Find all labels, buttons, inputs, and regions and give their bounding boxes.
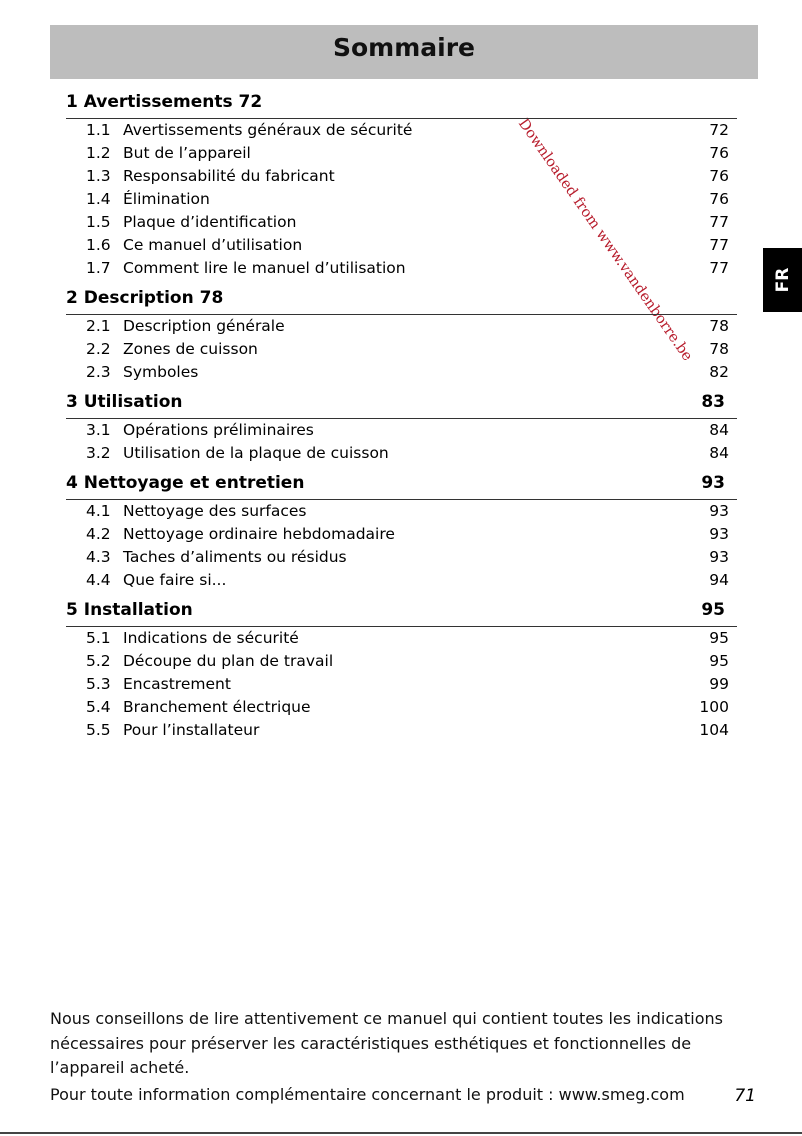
entry-label: Plaque d’identification — [123, 213, 297, 231]
entry-label: Zones de cuisson — [123, 340, 258, 358]
entry-label: Nettoyage des surfaces — [123, 502, 307, 520]
toc-section — [66, 92, 737, 280]
entry-number: 5.2 — [86, 652, 111, 670]
toc-entry[interactable] — [66, 696, 737, 719]
entry-page: 77 — [709, 259, 729, 277]
section-heading[interactable] — [66, 473, 737, 500]
toc-entry[interactable] — [66, 569, 737, 592]
entry-page: 93 — [709, 502, 729, 520]
entry-number: 2.2 — [86, 340, 111, 358]
toc-section — [66, 288, 737, 384]
language-tab-label: FR — [772, 267, 793, 293]
entry-number: 1.3 — [86, 167, 111, 185]
footer-advice: Nous conseillons de lire attentivement ce manuel qui contient toutes les indications nécessaires pour préserver les caractéristiques esthétiques et fonctionnelles de l’appareil acheté. — [50, 1009, 723, 1077]
section-page: 93 — [701, 473, 725, 493]
entry-page: 78 — [709, 317, 729, 335]
entry-label: Pour l’installateur — [123, 721, 260, 739]
section-heading[interactable] — [66, 600, 737, 627]
entry-page: 99 — [709, 675, 729, 693]
entry-number: 1.2 — [86, 144, 111, 162]
entry-label: Élimination — [123, 190, 210, 208]
entry-page: 76 — [709, 144, 729, 162]
entry-label: Responsabilité du fabricant — [123, 167, 335, 185]
entry-page: 93 — [709, 548, 729, 566]
entry-page: 84 — [709, 444, 729, 462]
section-page: 95 — [701, 600, 725, 620]
entry-page: 82 — [709, 363, 729, 381]
toc-entry[interactable] — [66, 546, 737, 569]
entry-page: 104 — [699, 721, 729, 739]
entry-number: 4.4 — [86, 571, 111, 589]
entry-page: 77 — [709, 236, 729, 254]
toc-entry[interactable] — [66, 523, 737, 546]
entry-label: Encastrement — [123, 675, 231, 693]
entry-label: Symboles — [123, 363, 199, 381]
entry-number: 2.3 — [86, 363, 111, 381]
entry-label: Que faire si... — [123, 571, 227, 589]
entry-label: Ce manuel d’utilisation — [123, 236, 303, 254]
toc-entry[interactable] — [66, 257, 737, 280]
entry-number: 2.1 — [86, 317, 111, 335]
entry-number: 1.5 — [86, 213, 111, 231]
entry-number: 4.2 — [86, 525, 111, 543]
entry-label: Opérations préliminaires — [123, 421, 314, 439]
entry-label: But de l’appareil — [123, 144, 251, 162]
language-tab — [763, 248, 802, 312]
table-of-contents — [66, 92, 737, 750]
entry-page: 84 — [709, 421, 729, 439]
section-page: 83 — [701, 392, 725, 412]
section-heading[interactable] — [66, 92, 737, 119]
entry-page: 77 — [709, 213, 729, 231]
entry-number: 4.1 — [86, 502, 111, 520]
entry-number: 1.4 — [86, 190, 111, 208]
footer-note — [50, 1007, 760, 1109]
toc-entry[interactable] — [66, 719, 737, 742]
entry-number: 4.3 — [86, 548, 111, 566]
entry-number: 1.7 — [86, 259, 111, 277]
entry-number: 3.1 — [86, 421, 111, 439]
page-number: 71 — [734, 1086, 756, 1106]
entry-page: 95 — [709, 652, 729, 670]
download-watermark: Downloaded from www.vandenborre.be — [514, 116, 696, 365]
section-title: 5 Installation — [66, 600, 193, 620]
section-title: 3 Utilisation — [66, 392, 183, 412]
toc-section — [66, 392, 737, 465]
entry-label: Description générale — [123, 317, 285, 335]
entry-label: Avertissements généraux de sécurité — [123, 121, 413, 139]
entry-number: 5.1 — [86, 629, 111, 647]
section-title: 1 Avertissements 72 — [66, 92, 263, 112]
toc-entry[interactable] — [66, 442, 737, 465]
bottom-rule — [0, 1132, 802, 1134]
entry-number: 3.2 — [86, 444, 111, 462]
entry-label: Comment lire le manuel d’utilisation — [123, 259, 406, 277]
entry-number: 1.6 — [86, 236, 111, 254]
entry-page: 78 — [709, 340, 729, 358]
section-heading[interactable] — [66, 288, 737, 315]
section-heading[interactable] — [66, 392, 737, 419]
entry-label: Branchement électrique — [123, 698, 311, 716]
entry-page: 94 — [709, 571, 729, 589]
entry-number: 1.1 — [86, 121, 111, 139]
footer-info-link: Pour toute information complémentaire concernant le produit : www.smeg.com — [50, 1084, 685, 1104]
entry-number: 5.3 — [86, 675, 111, 693]
toc-entry[interactable] — [66, 338, 737, 361]
entry-label: Découpe du plan de travail — [123, 652, 334, 670]
toc-entry[interactable] — [66, 119, 737, 142]
toc-entry[interactable] — [66, 673, 737, 696]
entry-label: Nettoyage ordinaire hebdomadaire — [123, 525, 395, 543]
entry-label: Utilisation de la plaque de cuisson — [123, 444, 389, 462]
entry-number: 5.5 — [86, 721, 111, 739]
toc-entry[interactable] — [66, 234, 737, 257]
entry-label: Taches d’aliments ou résidus — [123, 548, 347, 566]
entry-label: Indications de sécurité — [123, 629, 299, 647]
toc-entry[interactable] — [66, 142, 737, 165]
toc-entry[interactable] — [66, 211, 737, 234]
toc-entry[interactable] — [66, 627, 737, 650]
page-title: Sommaire — [50, 25, 758, 79]
toc-entry[interactable] — [66, 419, 737, 442]
toc-entry[interactable] — [66, 361, 737, 384]
entry-page: 76 — [709, 167, 729, 185]
entry-page: 95 — [709, 629, 729, 647]
section-title: 4 Nettoyage et entretien — [66, 473, 305, 493]
toc-entry[interactable] — [66, 315, 737, 338]
toc-entry[interactable] — [66, 165, 737, 188]
entry-page: 100 — [699, 698, 729, 716]
toc-entry[interactable] — [66, 500, 737, 523]
toc-entry[interactable] — [66, 188, 737, 211]
toc-entry[interactable] — [66, 650, 737, 673]
toc-section — [66, 473, 737, 592]
entry-page: 72 — [709, 121, 729, 139]
toc-section — [66, 600, 737, 742]
entry-number: 5.4 — [86, 698, 111, 716]
section-title: 2 Description 78 — [66, 288, 224, 308]
entry-page: 76 — [709, 190, 729, 208]
entry-page: 93 — [709, 525, 729, 543]
